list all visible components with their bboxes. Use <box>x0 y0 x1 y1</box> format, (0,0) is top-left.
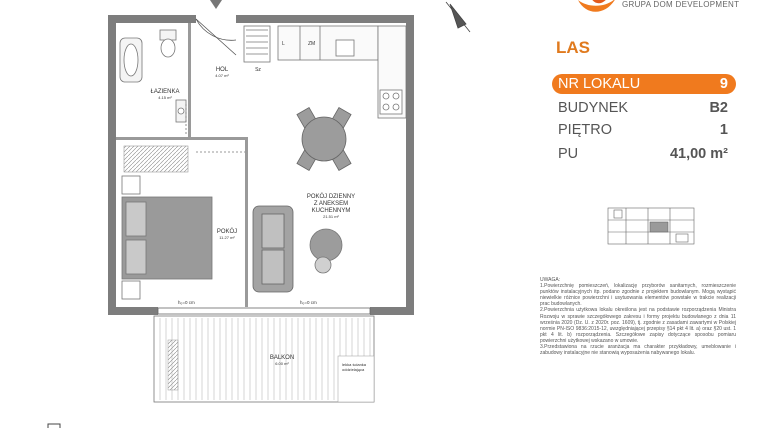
room-hol-area: 4.07 m² <box>215 73 229 78</box>
room-lazienka-area: 4.15 m² <box>158 95 172 100</box>
threshold-right: h₀=0 cm <box>300 300 317 305</box>
balcony <box>154 316 374 402</box>
pu-label: PU <box>558 146 579 162</box>
dining-set <box>297 108 351 171</box>
room-balkon-area: 6.00 m² <box>275 361 289 366</box>
room-pokoj-area: 11.27 m² <box>219 235 235 240</box>
pietro-label: PIĘTRO <box>558 122 612 138</box>
kitchen-mark-zm: ZM <box>308 41 316 47</box>
partition-note-line1: lekka ścianka <box>342 362 367 367</box>
info-row-budynek <box>552 98 736 118</box>
room-dzienny-line3: KUCHENNYM <box>311 208 351 214</box>
room-dzienny-area: 21.51 m² <box>323 214 339 219</box>
compass-icon <box>446 2 470 32</box>
nr-lokalu-label: NR LOKALU <box>558 76 641 92</box>
notes-paragraph-2: 2.Powierzchnia użytkowa lokalu określona jest na podstawie rozporządzenia Ministra Rozwoju w sprawie szczegółowego zakresu i formy projektu budowlanego z dnia 11 września 2020 (Dz. U. z 2020r. poz. 1609), tj. zgodnie z zasadami zawartymi w Polskiej normie PN-ISO 9836:2015-12, uwzględniającej przepisy §14 pkt 4 lit. a) oraz §20 ust. 1 pkt 4 lit. b) rozporządzenia. Szczegółowe zapisy dotyczące sposobu pomiaru powierzchni użytkowej wskazano w umowie. <box>540 307 736 344</box>
pietro-value: 1 <box>719 122 728 138</box>
kitchen-counter <box>278 26 406 118</box>
hall-closet-mark: Sz <box>255 67 261 73</box>
sofa <box>253 206 293 292</box>
room-lazienka-name: ŁAZIENKA <box>150 89 180 95</box>
partition-note-line2: oddzielająca <box>342 367 365 372</box>
threshold-left: h₀=0 cm <box>178 300 195 305</box>
info-row-pu <box>552 144 736 164</box>
room-pokoj-name: POKÓJ <box>216 229 238 235</box>
room-dzienny-line1: POKÓJ DZIENNY <box>306 194 356 200</box>
legend-square-icon <box>48 424 60 428</box>
room-balkon-name: BALKON <box>269 355 295 361</box>
coffee-table <box>310 229 342 273</box>
notes-paragraph-3: 3.Przedstawiona na rzucie aranżacja ma charakter przykładowy, umeblowanie i zabudowy instalacyjne nie stanowią wyposażenia nabywanego lokalu. <box>540 344 736 357</box>
key-plan <box>606 206 696 246</box>
bathroom-fixtures <box>120 30 186 134</box>
room-hol-name: HOL <box>215 67 229 73</box>
nr-lokalu-value: 9 <box>719 76 728 92</box>
notes-block <box>540 277 736 356</box>
wardrobe-hatch <box>124 146 188 172</box>
entrance-door <box>196 19 236 55</box>
info-row-nr-lokalu <box>552 74 736 94</box>
hall-closet <box>244 26 270 62</box>
brand-name: GRUPA DOM DEVELOPMENT <box>622 0 740 9</box>
budynek-value: B2 <box>709 100 728 116</box>
budynek-label: BUDYNEK <box>558 100 629 116</box>
bed <box>122 176 212 299</box>
balcony-windows <box>158 308 370 314</box>
kitchen-mark-l: L <box>282 41 285 47</box>
info-row-pietro <box>552 120 736 140</box>
notes-title: UWAGA: <box>540 277 561 283</box>
room-dzienny-line2: Z ANEKSEM <box>313 201 349 207</box>
project-name: LAS <box>556 38 590 57</box>
entry-arrow-icon <box>210 0 222 9</box>
brand-logo-icon <box>576 0 618 16</box>
notes-paragraph-1: 1.Powierzchnię pomieszczeń, lokalizację przyborów sanitarnych, rozmieszczenie punktów instalacyjnych itp. podano zgodnie z projektem budowlanym. Mogą wystąpić niewielkie różnice powierzchni i usytuowania elementów powstałe w trakcie realizacji prac budowlanych. <box>540 283 736 308</box>
pu-value: 41,00 m² <box>669 146 728 162</box>
